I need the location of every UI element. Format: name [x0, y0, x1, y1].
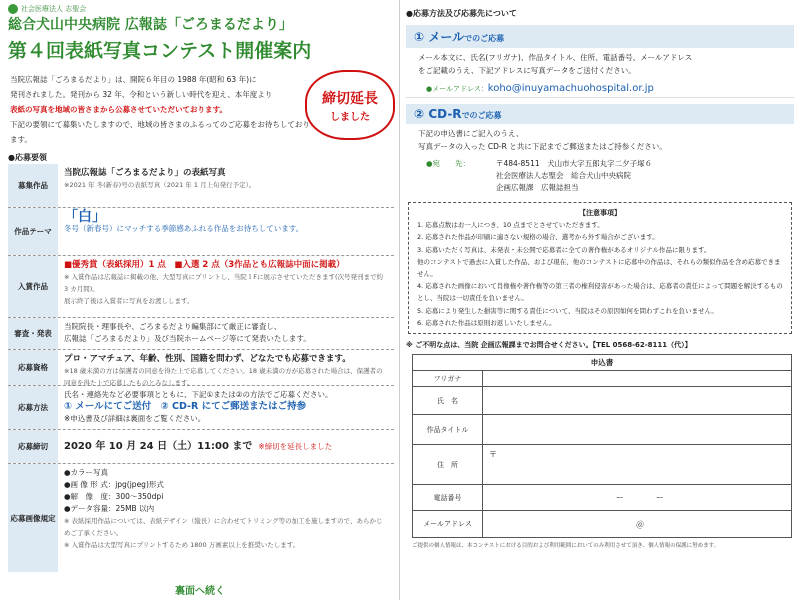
table-row: 応募締切 2020 年 10 月 24 日（土）11:00 まで ※締切を延長しました — [8, 430, 394, 464]
form-row-phone: 電話番号 ー ー — [413, 485, 791, 511]
inquiry-text: ※ ご不明な点は、当院 企画広報課までお問合せください。【TEL 0568-62-8111（代）】 — [406, 341, 692, 350]
intro-text: 当院広報誌「ごろまるだより」は、開院６年目の 1988 年(昭和 63 年)に 発刊されました。発刊から 32 年、令和という新しい時代を迎え、本年度より 表紙の写真を地域の皆さまから公募させていただいております。 下記の要領にて募集いたしますので、地域の皆さまのふるってのご応募をお待ちしております。 — [10, 75, 310, 144]
notes-box: 【注意事項】 1. 応募点数はお一人につき、10 点までとさせていただきます。 2. 応募された作品が印刷に適さない規格の場合、選考から外す場合がございます。 3. 応募いただく写真は、未発表・未公開で応募者に全ての著作権があるオリジナル作品に限ります。 他のコンテストで過去に入賞した作品、および現在、他のコンテストに応募中の作品は、それらの類似作品を含め応募できません。 4. 応募された画像において肖像権や著作権等の第三者の権利侵害があった場合は、応募者の責任によって問題を解決するものとし、当院は一切責任を負いません。 5. 応募により発生した損害等に関する責任について、当院はその原因如何を問わずこれを負いません。 6. 応募された作品は原則お返しいたしません。 — [408, 202, 792, 334]
form-row-title: 作品タイトル — [413, 415, 791, 445]
table-row: 応募方法 氏名・連絡先など必要事項とともに、下記①または②の方法でご応募ください。 ① メールにてご送付 ② CD-R にてご郵送またはご持参 ※申込書及び詳細は裏面をご覧ください。 — [8, 386, 394, 430]
requirements-table — [8, 164, 394, 572]
method2-text: 下記の申込書にご記入のうえ、 写真データの入った CD-R と共に下記までご郵送またはご持参ください。 — [418, 129, 667, 151]
right-title: ●応募方法及び応募先について — [406, 9, 517, 18]
form-row-name: 氏 名 — [413, 387, 791, 415]
hospital-logo-icon — [8, 4, 18, 14]
table-row: 応募画像規定 ●カラー写真 ●画 像 形 式：jpg(jpeg)形式 ●解 像 度：300～350dpi ●データ容量：25MB 以内 ※ 表紙採用作品については、表紙デザイン（縦長）に合わせてトリミング等の加工を施しますので、あらかじめご了承ください。 ※ 入賞作品は大型写真にプリントするため 1800 万画素以上を推奨いたします。 — [8, 464, 394, 572]
method1-text: メール本文に、氏名(フリガナ)、作品タイトル、住所、電話番号、メールアドレス をご記載のうえ、下記アドレスに写真データをご送付ください。 — [418, 53, 693, 75]
table-row: 審査・発表 当院院長・理事長や、ごろまるだより編集部にて厳正に審査し、 広報誌「ごろまるだより」及び当院ホームページ等にて発表いたします。 — [8, 318, 394, 350]
method1-heading: ① メールでのご応募 — [406, 25, 794, 48]
application-form: 申込書 フリガナ 氏 名 作品タイトル 住 所 〒 電話番号 ー ー メールアドレス ＠ — [412, 354, 792, 538]
privacy-note: ご提供の個人情報は、本コンテストにおける目的および利用範囲においてのみ利用させて頂き、個人情報の保護に努めます。 — [412, 543, 720, 550]
form-row-address: 住 所 〒 — [413, 445, 791, 485]
table-row: 作品テーマ 「白」 冬号（新春号）にマッチする季節感あふれる作品をお待ちしています。 — [8, 208, 394, 256]
form-row-furigana: フリガナ — [413, 371, 791, 387]
mail-address: ●メールアドレス：koho@inuyamachuohospital.or.jp — [406, 80, 794, 98]
method2-heading: ② CD-Rでのご応募 — [406, 104, 794, 124]
form-row-email: メールアドレス ＠ — [413, 511, 791, 537]
table-row: 応募資格 プロ・アマチュア、年齢、性別、国籍を問わず、どなたでも応募できます。 ※18 歳未満の方は保護者の同意を得た上で応募してください。18 歳未満の方が応募された場合は、保護者の同意を得た上で応募したものとみなします。 — [8, 350, 394, 386]
table-row: 入賞作品 ■優秀賞（表紙採用）1 点 ■入選 2 点（3作品とも広報誌中面に掲載） ※ 入賞作品は広報誌に掲載の他、大型写真にプリントし、当院１Fに展示させていただきます(次号発刊まで約 3 カ月間)。 展示終了後は入賞者に写真をお渡しします。 — [8, 256, 394, 318]
header-line1: 総合犬山中央病院 広報誌「ごろまるだより」 — [8, 17, 293, 33]
org-label: 社会医療法人 志聖会 — [8, 4, 86, 14]
contest-title: 第４回表紙写真コンテスト開催案内 — [8, 40, 312, 62]
postal-address: ●宛 先： 〒484-8511 犬山市大字五郎丸字二夕子塚６ 社会医療法人志聖会 総合犬山中央病院 企画広報課 広報誌担当 — [426, 159, 653, 192]
continue-label: 裏面へ続く — [175, 586, 225, 597]
right-page — [400, 0, 800, 600]
section-title: ●応募要領 — [8, 153, 47, 162]
table-row: 募集作品 当院広報誌「ごろまるだより」の表紙写真 ※2021 年 冬(新春)号の表紙写真（2021 年 1 月上旬発行予定）。 — [8, 164, 394, 208]
deadline-extended-badge: 締切延長 しました — [305, 70, 395, 140]
